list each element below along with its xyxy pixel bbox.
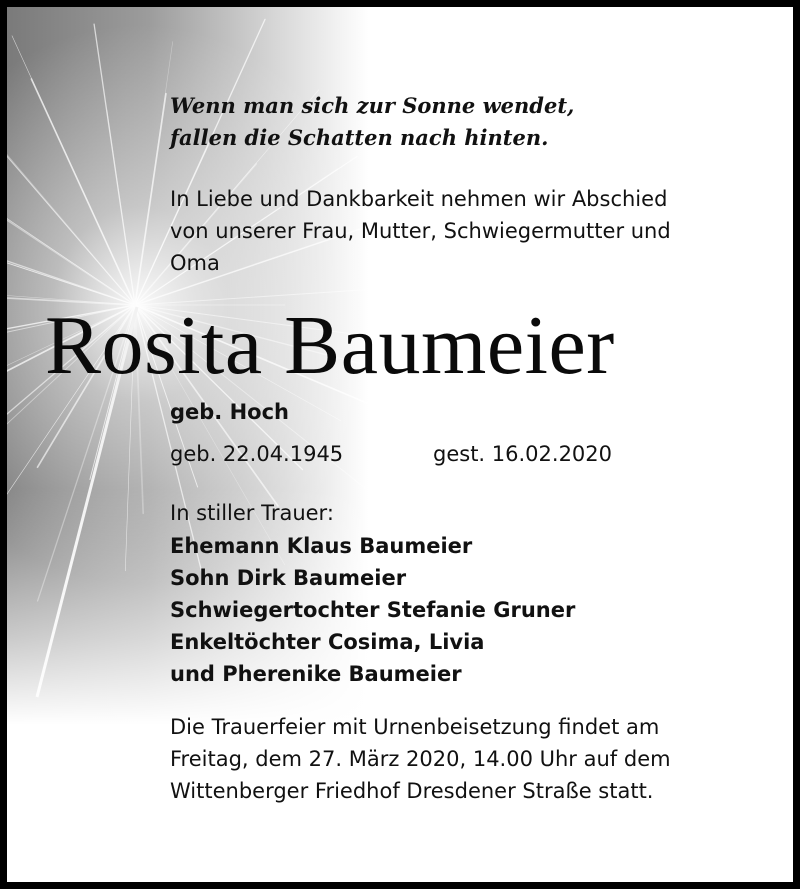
mourner-name: Sohn Dirk Baumeier — [170, 566, 407, 590]
mourner-name: Schwiegertochter Stefanie Gruner — [170, 598, 576, 622]
mourners-heading: In stiller Trauer: — [170, 501, 334, 525]
mourner-name: Ehemann Klaus Baumeier — [170, 534, 473, 558]
quote-line-2: fallen die Schatten nach hinten. — [170, 125, 549, 150]
intro-line-2: von unserer Frau, Mutter, Schwiegermutter und — [170, 219, 671, 243]
mourner-name: Enkeltöchter Cosima, Livia — [170, 630, 485, 654]
service-line-3: Wittenberger Friedhof Dresdener Straße statt. — [170, 779, 654, 803]
maiden-name: geb. Hoch — [170, 400, 289, 424]
mourner-name: und Pherenike Baumeier — [170, 662, 462, 686]
service-line-2: Freitag, dem 27. März 2020, 14.00 Uhr auf dem — [170, 747, 671, 771]
birth-date: geb. 22.04.1945 — [170, 442, 344, 466]
intro-line-1: In Liebe und Dankbarkeit nehmen wir Abschied — [170, 187, 668, 211]
deceased-name: Rosita Baumeier — [45, 299, 615, 392]
intro-line-3: Oma — [170, 251, 220, 275]
quote-line-1: Wenn man sich zur Sonne wendet, — [170, 93, 575, 118]
death-date: gest. 16.02.2020 — [433, 442, 613, 466]
service-line-1: Die Trauerfeier mit Urnenbeisetzung findet am — [170, 715, 660, 739]
